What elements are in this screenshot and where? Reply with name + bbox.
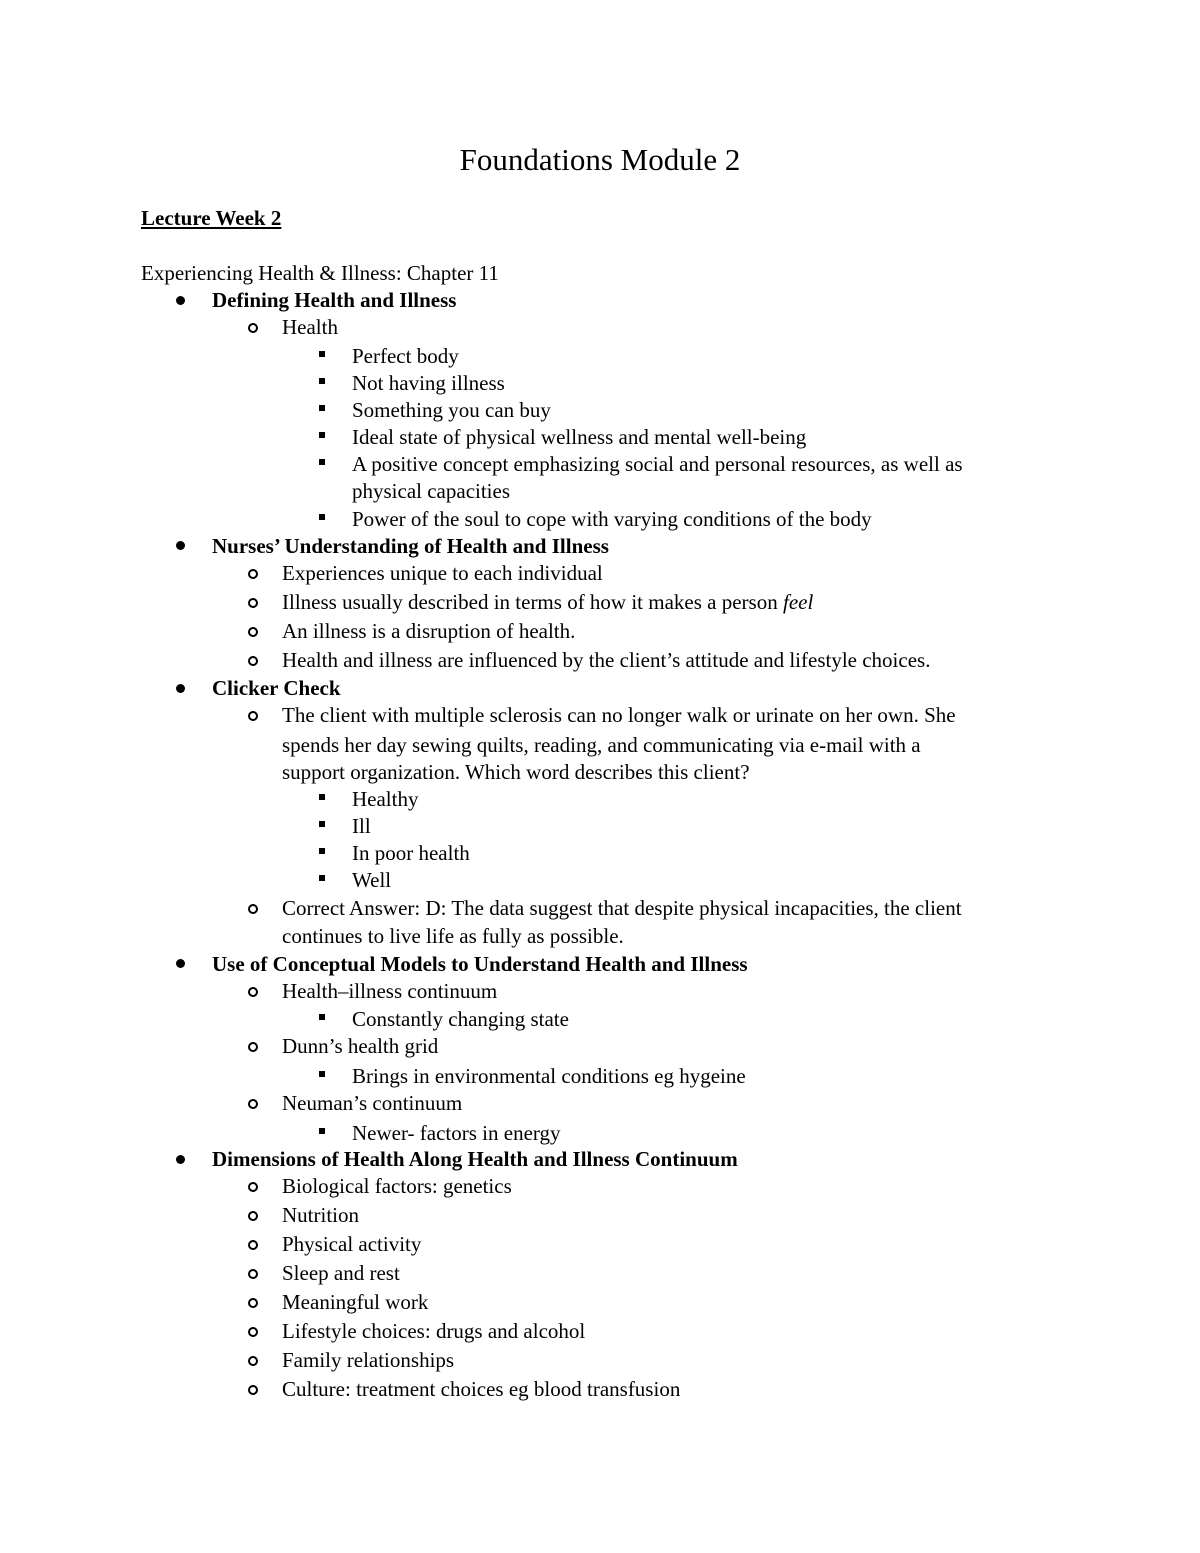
square-bullet-icon xyxy=(319,405,325,411)
list-item: Lifestyle choices: drugs and alcohol xyxy=(282,1319,586,1343)
sub-list-item: Constantly changing state xyxy=(352,1007,569,1031)
list-item: Health xyxy=(282,315,338,339)
hollow-bullet-icon xyxy=(248,987,258,997)
sub-list-item: Perfect body xyxy=(352,344,459,368)
list-item: Neuman’s continuum xyxy=(282,1091,463,1115)
square-bullet-icon xyxy=(319,875,325,881)
square-bullet-icon xyxy=(319,821,325,827)
sub-list-item: Not having illness xyxy=(352,371,505,395)
list-item-continuation: support organization. Which word describes this client? xyxy=(282,760,750,784)
emphasis-text: feel xyxy=(782,590,814,614)
hollow-bullet-icon xyxy=(248,1356,258,1366)
hollow-bullet-icon xyxy=(248,1385,258,1395)
sub-list-item: Something you can buy xyxy=(352,398,551,422)
sub-list-item-continuation: physical capacities xyxy=(352,479,511,503)
sub-list-item: Ideal state of physical wellness and mental well-being xyxy=(352,425,807,449)
chapter-line: Experiencing Health & Illness: Chapter 11 xyxy=(141,261,499,285)
square-bullet-icon xyxy=(319,351,325,357)
list-item: Health–illness continuum xyxy=(282,979,498,1003)
topic-heading: Use of Conceptual Models to Understand Health and Illness xyxy=(212,952,748,976)
list-item: Biological factors: genetics xyxy=(282,1174,512,1198)
sub-list-item: Well xyxy=(352,868,392,892)
square-bullet-icon xyxy=(319,1128,325,1134)
hollow-bullet-icon xyxy=(248,904,258,914)
sub-list-item: A positive concept emphasizing social and personal resources, as well as xyxy=(352,452,963,476)
list-item: The client with multiple sclerosis can no longer walk or urinate on her own. She xyxy=(282,703,956,727)
page-title: Foundations Module 2 xyxy=(459,142,741,177)
hollow-bullet-icon xyxy=(248,1099,258,1109)
sub-list-item: Newer- factors in energy xyxy=(352,1121,561,1145)
filled-bullet-icon xyxy=(176,541,185,550)
hollow-bullet-icon xyxy=(248,711,258,721)
filled-bullet-icon xyxy=(176,959,185,968)
hollow-bullet-icon xyxy=(248,1042,258,1052)
topic-heading: Clicker Check xyxy=(212,676,341,700)
filled-bullet-icon xyxy=(176,684,185,693)
hollow-bullet-icon xyxy=(248,1327,258,1337)
hollow-bullet-icon xyxy=(248,656,258,666)
filled-bullet-icon xyxy=(176,1155,185,1164)
sub-list-item: In poor health xyxy=(352,841,470,865)
list-item-continuation: continues to live life as fully as possible. xyxy=(282,924,624,948)
list-item: Correct Answer: D: The data suggest that despite physical incapacities, the client xyxy=(282,896,962,920)
hollow-bullet-icon xyxy=(248,1240,258,1250)
list-item xyxy=(282,588,813,616)
list-item: Health and illness are influenced by the client’s attitude and lifestyle choices. xyxy=(282,648,931,672)
topic-heading: Defining Health and Illness xyxy=(212,288,457,312)
topic-heading: Nurses’ Understanding of Health and Illness xyxy=(212,534,609,558)
square-bullet-icon xyxy=(319,514,325,520)
sub-list-item: Power of the soul to cope with varying conditions of the body xyxy=(352,507,872,531)
list-item-continuation: spends her day sewing quilts, reading, and communicating via e-mail with a xyxy=(282,733,921,757)
hollow-bullet-icon xyxy=(248,1182,258,1192)
square-bullet-icon xyxy=(319,1071,325,1077)
hollow-bullet-icon xyxy=(248,323,258,333)
hollow-bullet-icon xyxy=(248,598,258,608)
list-item: Culture: treatment choices eg blood transfusion xyxy=(282,1377,681,1401)
list-item: An illness is a disruption of health. xyxy=(282,619,576,643)
square-bullet-icon xyxy=(319,848,325,854)
hollow-bullet-icon xyxy=(248,627,258,637)
list-item: Nutrition xyxy=(282,1203,359,1227)
filled-bullet-icon xyxy=(176,296,185,305)
list-item: Sleep and rest xyxy=(282,1261,400,1285)
list-item: Family relationships xyxy=(282,1348,455,1372)
square-bullet-icon xyxy=(319,459,325,465)
list-item: Experiences unique to each individual xyxy=(282,561,603,585)
hollow-bullet-icon xyxy=(248,1211,258,1221)
topic-heading: Dimensions of Health Along Health and Illness Continuum xyxy=(212,1147,738,1171)
hollow-bullet-icon xyxy=(248,569,258,579)
sub-list-item: Healthy xyxy=(352,787,419,811)
sub-list-item: Brings in environmental conditions eg hygeine xyxy=(352,1064,746,1088)
list-item: Physical activity xyxy=(282,1232,422,1256)
square-bullet-icon xyxy=(319,378,325,384)
list-item: Meaningful work xyxy=(282,1290,429,1314)
list-item-text: Illness usually described in terms of how it makes a person xyxy=(282,590,778,614)
list-item: Dunn’s health grid xyxy=(282,1034,439,1058)
hollow-bullet-icon xyxy=(248,1298,258,1308)
square-bullet-icon xyxy=(319,794,325,800)
section-heading: Lecture Week 2 xyxy=(141,206,282,230)
square-bullet-icon xyxy=(319,432,325,438)
hollow-bullet-icon xyxy=(248,1269,258,1279)
square-bullet-icon xyxy=(319,1014,325,1020)
sub-list-item: Ill xyxy=(352,814,371,838)
